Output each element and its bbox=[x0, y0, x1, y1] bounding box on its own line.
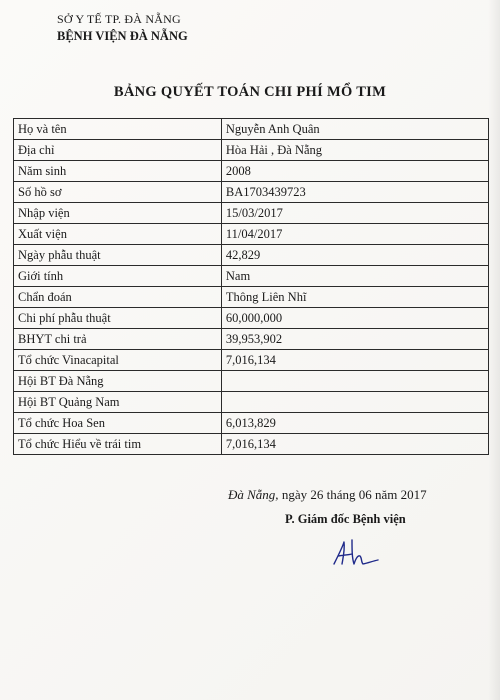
row-label: Xuất viện bbox=[14, 224, 222, 245]
date-text: ngày 26 tháng 06 năm 2017 bbox=[281, 487, 427, 502]
table-row bbox=[14, 350, 489, 371]
row-label: Chi phí phẫu thuật bbox=[14, 308, 222, 329]
table-row bbox=[14, 182, 489, 203]
row-value: 6,013,829 bbox=[221, 413, 488, 434]
handwritten-signature bbox=[330, 536, 380, 570]
table-row bbox=[14, 266, 489, 287]
row-value: 7,016,134 bbox=[221, 350, 488, 371]
row-label: Tổ chức Hiểu về trái tim bbox=[14, 434, 222, 455]
hospital-name: BỆNH VIỆN ĐÀ NẴNG bbox=[57, 29, 188, 43]
table-row bbox=[14, 245, 489, 266]
row-label: Giới tính bbox=[14, 266, 222, 287]
table-row bbox=[14, 392, 489, 413]
row-label: Tổ chức Vinacapital bbox=[14, 350, 222, 371]
paper-shadow bbox=[488, 0, 500, 700]
row-value bbox=[221, 392, 488, 413]
row-value: 39,953,902 bbox=[221, 329, 488, 350]
row-value: Nam bbox=[221, 266, 488, 287]
document-title: BẢNG QUYẾT TOÁN CHI PHÍ MỔ TIM bbox=[113, 84, 387, 100]
row-value: 11/04/2017 bbox=[221, 224, 488, 245]
row-label: Địa chỉ bbox=[14, 140, 222, 161]
row-value: 15/03/2017 bbox=[221, 203, 488, 224]
row-label: Hội BT Đà Nẵng bbox=[14, 371, 222, 392]
table-row bbox=[14, 329, 489, 350]
row-value: BA1703439723 bbox=[221, 182, 488, 203]
row-label: Họ và tên bbox=[14, 119, 222, 140]
cost-table bbox=[13, 118, 489, 455]
row-value bbox=[221, 371, 488, 392]
row-label: Nhập viện bbox=[14, 203, 222, 224]
table-row bbox=[14, 224, 489, 245]
row-value: 42,829 bbox=[221, 245, 488, 266]
row-label: Năm sinh bbox=[14, 161, 222, 182]
table-row bbox=[14, 308, 489, 329]
row-value: Nguyễn Anh Quân bbox=[221, 119, 488, 140]
date-line bbox=[228, 487, 427, 503]
table-row bbox=[14, 203, 489, 224]
row-value: Hòa Hải , Đà Nẵng bbox=[221, 140, 488, 161]
department-name: SỞ Y TẾ TP. ĐÀ NẴNG bbox=[57, 12, 181, 26]
letterhead bbox=[57, 11, 188, 45]
row-value: 2008 bbox=[221, 161, 488, 182]
row-value: 60,000,000 bbox=[221, 308, 488, 329]
date-place: Đà Nẵng, bbox=[228, 487, 279, 502]
table-row bbox=[14, 413, 489, 434]
row-value: 7,016,134 bbox=[221, 434, 488, 455]
table-row bbox=[14, 161, 489, 182]
row-label: BHYT chi trả bbox=[14, 329, 222, 350]
row-label: Hội BT Quảng Nam bbox=[14, 392, 222, 413]
table-row bbox=[14, 140, 489, 161]
row-label: Chẩn đoán bbox=[14, 287, 222, 308]
table-row bbox=[14, 119, 489, 140]
signer-title: P. Giám đốc Bệnh viện bbox=[285, 512, 406, 526]
row-label: Tổ chức Hoa Sen bbox=[14, 413, 222, 434]
row-label: Ngày phẫu thuật bbox=[14, 245, 222, 266]
table-row bbox=[14, 371, 489, 392]
row-value: Thông Liên Nhĩ bbox=[221, 287, 488, 308]
table-row bbox=[14, 434, 489, 455]
row-label: Số hồ sơ bbox=[14, 182, 222, 203]
table-row bbox=[14, 287, 489, 308]
